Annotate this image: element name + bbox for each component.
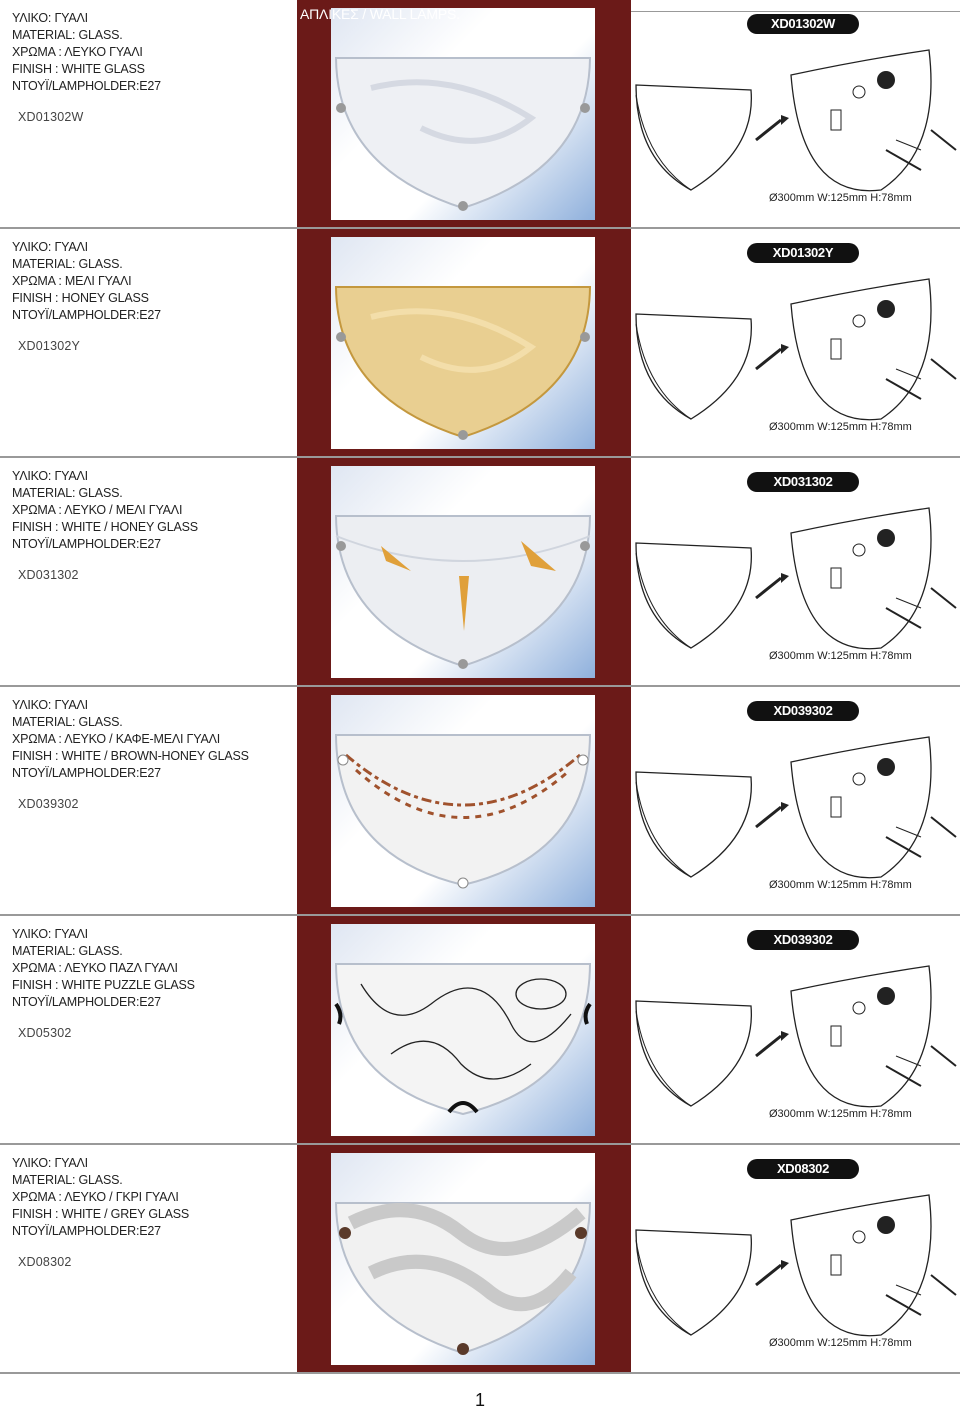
product-code: XD031302 xyxy=(18,568,79,582)
dimensions: Ø300mm W:125mm H:78mm xyxy=(769,650,912,662)
lampholder: ΝΤΟΥΪ/LAMPHOLDER:E27 xyxy=(12,1224,161,1238)
finish: FINISH : WHITE / BROWN-HONEY GLASS xyxy=(12,749,249,763)
mounting-diagram xyxy=(631,0,960,229)
color-gr: ΧΡΩΜΑ : ΛΕΥΚΟ / ΜΕΛΙ ΓΥΑΛΙ xyxy=(12,503,183,517)
lampholder: ΝΤΟΥΪ/LAMPHOLDER:E27 xyxy=(12,766,161,780)
material-gr: ΥΛΙΚΟ: ΓΥΑΛΙ xyxy=(12,927,88,941)
dimensions: Ø300mm W:125mm H:78mm xyxy=(769,421,912,433)
lampholder: ΝΤΟΥΪ/LAMPHOLDER:E27 xyxy=(12,79,161,93)
color-gr: ΧΡΩΜΑ : ΜΕΛΙ ΓΥΑΛΙ xyxy=(12,274,132,288)
product-info xyxy=(12,10,292,126)
product-code: XD05302 xyxy=(18,1026,72,1040)
product-info xyxy=(12,468,292,584)
finish: FINISH : WHITE / HONEY GLASS xyxy=(12,520,198,534)
material-gr: ΥΛΙΚΟ: ΓΥΑΛΙ xyxy=(12,698,88,712)
model-badge: XD08302 xyxy=(747,1159,859,1179)
wall-lamp-photo xyxy=(331,466,595,678)
product-info xyxy=(12,1155,292,1271)
material-en: MATERIAL: GLASS. xyxy=(12,257,123,271)
model-badge: XD01302W xyxy=(747,14,859,34)
dimensions: Ø300mm W:125mm H:78mm xyxy=(769,1108,912,1120)
product-row xyxy=(0,0,960,229)
material-en: MATERIAL: GLASS. xyxy=(12,1173,123,1187)
finish: FINISH : HONEY GLASS xyxy=(12,291,149,305)
wall-lamp-photo xyxy=(331,695,595,907)
mounting-diagram xyxy=(631,687,960,916)
row-divider xyxy=(0,1372,960,1374)
product-row xyxy=(0,1145,960,1374)
mounting-diagram xyxy=(631,916,960,1145)
page-number: 1 xyxy=(474,1390,485,1410)
product-row xyxy=(0,229,960,458)
material-gr: ΥΛΙΚΟ: ΓΥΑΛΙ xyxy=(12,240,88,254)
model-badge: XD039302 xyxy=(747,701,859,721)
product-row xyxy=(0,687,960,916)
product-info xyxy=(12,926,292,1042)
material-gr: ΥΛΙΚΟ: ΓΥΑΛΙ xyxy=(12,469,88,483)
material-gr: ΥΛΙΚΟ: ΓΥΑΛΙ xyxy=(12,1156,88,1170)
finish: FINISH : WHITE GLASS xyxy=(12,62,145,76)
material-en: MATERIAL: GLASS. xyxy=(12,28,123,42)
material-en: MATERIAL: GLASS. xyxy=(12,715,123,729)
model-badge: XD031302 xyxy=(747,472,859,492)
color-gr: ΧΡΩΜΑ : ΛΕΥΚΟ / ΚΑΦΕ-ΜΕΛΙ ΓΥΑΛΙ xyxy=(12,732,221,746)
lampholder: ΝΤΟΥΪ/LAMPHOLDER:E27 xyxy=(12,537,161,551)
lampholder: ΝΤΟΥΪ/LAMPHOLDER:E27 xyxy=(12,308,161,322)
product-code: XD039302 xyxy=(18,797,79,811)
color-gr: ΧΡΩΜΑ : ΛΕΥΚΟ / ΓΚΡΙ ΓΥΑΛΙ xyxy=(12,1190,179,1204)
dimensions: Ø300mm W:125mm H:78mm xyxy=(769,879,912,891)
product-row xyxy=(0,458,960,687)
color-gr: ΧΡΩΜΑ : ΛΕΥΚΟ ΠΑΖΛ ΓΥΑΛΙ xyxy=(12,961,178,975)
model-badge: XD01302Y xyxy=(747,243,859,263)
wall-lamp-photo xyxy=(331,8,595,220)
dimensions: Ø300mm W:125mm H:78mm xyxy=(769,192,912,204)
product-code: XD01302W xyxy=(18,110,84,124)
lampholder: ΝΤΟΥΪ/LAMPHOLDER:E27 xyxy=(12,995,161,1009)
wall-lamp-photo xyxy=(331,924,595,1136)
material-en: MATERIAL: GLASS. xyxy=(12,944,123,958)
dimensions: Ø300mm W:125mm H:78mm xyxy=(769,1337,912,1349)
model-badge: XD039302 xyxy=(747,930,859,950)
product-row xyxy=(0,916,960,1145)
section-title: ΑΠΛΙΚΕΣ / WALL LAMPS. xyxy=(300,6,460,22)
product-info xyxy=(12,239,292,355)
wall-lamp-photo xyxy=(331,237,595,449)
product-code: XD08302 xyxy=(18,1255,72,1269)
finish: FINISH : WHITE PUZZLE GLASS xyxy=(12,978,195,992)
mounting-diagram xyxy=(631,458,960,687)
material-en: MATERIAL: GLASS. xyxy=(12,486,123,500)
finish: FINISH : WHITE / GREY GLASS xyxy=(12,1207,190,1221)
product-code: XD01302Y xyxy=(18,339,81,353)
material-gr: ΥΛΙΚΟ: ΓΥΑΛΙ xyxy=(12,11,88,25)
color-gr: ΧΡΩΜΑ : ΛΕΥΚΟ ΓΥΑΛΙ xyxy=(12,45,143,59)
mounting-diagram xyxy=(631,1145,960,1374)
product-info xyxy=(12,697,292,813)
wall-lamp-photo xyxy=(331,1153,595,1365)
mounting-diagram xyxy=(631,229,960,458)
